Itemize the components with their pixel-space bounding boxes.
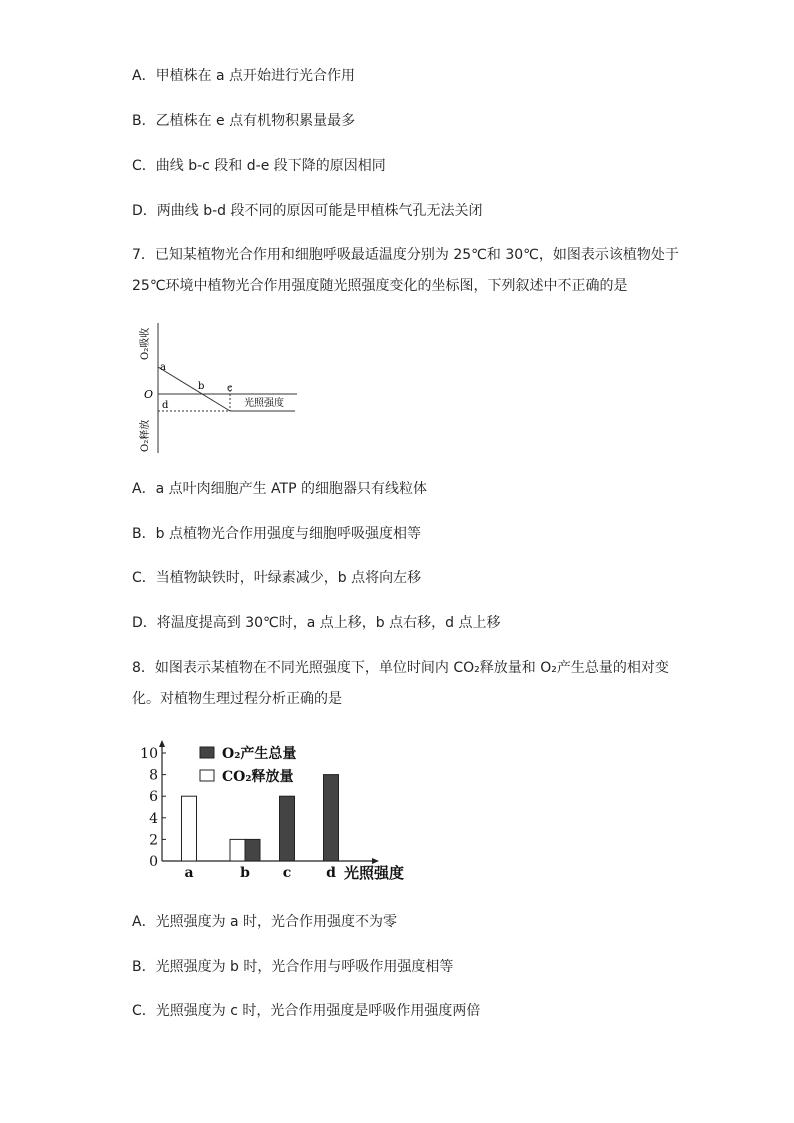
q7-point-c: c: [227, 383, 233, 394]
y-tick-label: 8: [149, 767, 158, 784]
bar-co2: [182, 796, 197, 861]
y-tick-label: 2: [149, 832, 158, 849]
q8-option-b: B．光照强度为 b 时，光合作用与呼吸作用强度相等: [132, 959, 454, 975]
q7-option-a: A．a 点叶肉细胞产生 ATP 的细胞器只有线粒体: [132, 481, 427, 497]
legend-label-o2: O₂产生总量: [222, 746, 297, 762]
q8-option-a: A．光照强度为 a 时，光合作用强度不为零: [132, 914, 398, 930]
q8-bar-chart: [132, 735, 432, 890]
bar-o2: [245, 839, 260, 861]
q7-point-a: a: [160, 362, 166, 373]
y-axis-arrow: [159, 740, 165, 747]
y-tick-label: 6: [149, 789, 158, 806]
q7-point-b: b: [198, 381, 205, 392]
bar-o2: [280, 796, 295, 861]
q7-option-d: D．将温度提高到 30℃时，a 点上移，b 点右移，d 点上移: [132, 615, 501, 631]
q6-option-c: C．曲线 b-c 段和 d-e 段下降的原因相同: [132, 158, 386, 174]
q7-option-b: B．b 点植物光合作用强度与细胞呼吸强度相等: [132, 526, 421, 542]
q7-y-down-label: O₂释放: [140, 419, 151, 452]
x-tick-label: b: [240, 865, 250, 881]
q7-stem-line1: 7．已知某植物光合作用和细胞呼吸最适温度分别为 25℃和 30℃，如图表示该植物处于: [132, 247, 679, 263]
q8-stem-line2: 化。对植物生理过程分析正确的是: [132, 691, 342, 707]
q6-option-a: A．甲植株在 a 点开始进行光合作用: [132, 68, 356, 84]
q8-stem-line1: 8．如图表示某植物在不同光照强度下，单位时间内 CO₂释放量和 O₂产生总量的相对变: [132, 660, 669, 676]
q7-origin-label: O: [144, 388, 154, 401]
bar-co2: [230, 839, 245, 861]
q7-stem-line2: 25℃环境中植物光合作用强度随光照强度变化的坐标图，下列叙述中不正确的是: [132, 278, 628, 294]
y-tick-label: 0: [149, 854, 158, 870]
q6-option-d: D．两曲线 b-d 段不同的原因可能是甲植株气孔无法关闭: [132, 203, 483, 219]
q7-option-c: C．当植物缺铁时，叶绿素减少，b 点将向左移: [132, 570, 422, 586]
q7-x-label: 光照强度: [244, 398, 284, 409]
x-axis-label: 光照强度: [344, 864, 405, 882]
legend-swatch-co2: [200, 770, 214, 781]
q8-option-c: C．光照强度为 c 时，光合作用强度是呼吸作用强度两倍: [132, 1003, 481, 1019]
q7-point-d: d: [162, 400, 169, 411]
x-tick-label: d: [326, 865, 336, 881]
x-tick-label: c: [282, 865, 292, 881]
x-tick-label: a: [184, 865, 194, 881]
q7-figure: [132, 318, 312, 458]
y-tick-label: 10: [140, 746, 158, 762]
q7-curve: [158, 367, 230, 411]
q6-option-b: B．乙植株在 e 点有机物积累量最多: [132, 113, 356, 129]
legend-label-co2: CO₂释放量: [222, 769, 294, 785]
y-tick-label: 4: [149, 810, 158, 827]
legend-swatch-o2: [200, 747, 214, 758]
bar-o2: [324, 775, 339, 861]
q7-y-up-label: O₂吸收: [140, 327, 151, 360]
